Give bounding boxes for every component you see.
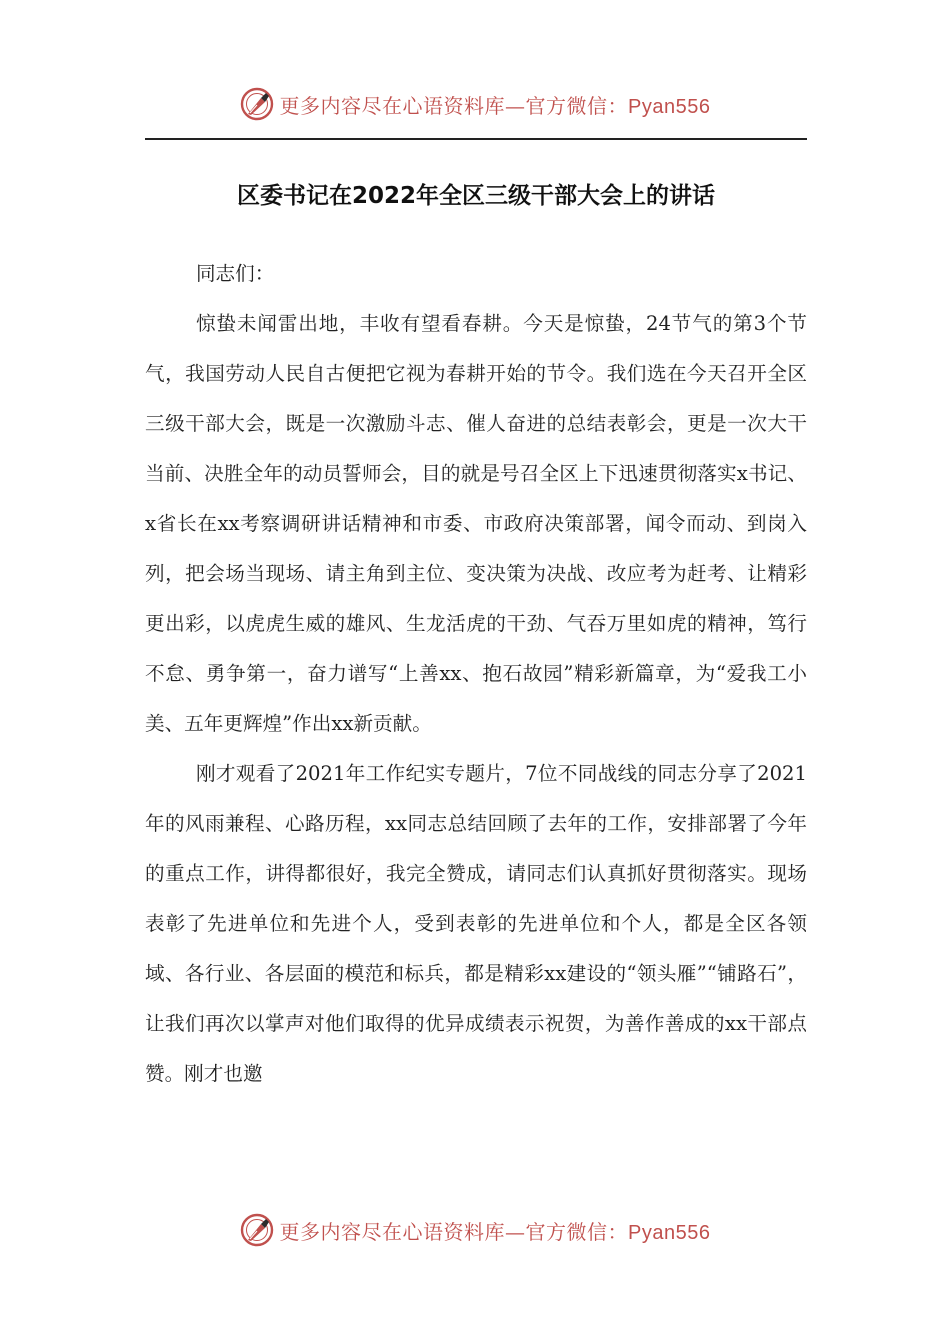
salutation: 同志们： — [195, 262, 275, 285]
paragraph: 刚才观看了2021年工作纪实专题片，7位不同战线的同志分享了2021年的风雨兼程、心路历程，xx同志总结回顾了去年的工作，安排部署了今年的重点工作，讲得都很好，我完全赞成，请同志们认真抓好贯彻落实。现场表彰了先进单位和先进个人，受到表彰的先进单位和个人，都是全区各领域、各行业、各层面的模范和标兵，都是精彩xx建设的“领头雁”“铺路石”，让我们再次以掌声对他们取得的优异成绩表示祝贺，为善作善成的xx干部点赞。刚才也邀 — [145, 762, 807, 1085]
header-banner-text: 更多内容尽在心语资料库—官方微信：Pyan556 — [279, 93, 711, 118]
document-body — [145, 249, 807, 1099]
footer-banner-text: 更多内容尽在心语资料库—官方微信：Pyan556 — [279, 1219, 711, 1244]
footer-wechat-id: Pyan556 — [628, 1221, 711, 1244]
header-divider — [145, 138, 807, 140]
document-title: 区委书记在2022年全区三级干部大会上的讲话 — [236, 183, 715, 209]
pen-nib-logo-icon — [240, 87, 274, 121]
paragraph: 惊蛰未闻雷出地，丰收有望看春耕。今天是惊蛰，24节气的第3个节气，我国劳动人民自古便把它视为春耕开始的节令。我们选在今天召开全区三级干部大会，既是一次激励斗志、催人奋进的总结表彰会，更是一次大干当前、决胜全年的动员誓师会，目的就是号召全区上下迅速贯彻落实x书记、x省长在xx考察调研讲话精神和市委、市政府决策部署，闻令而动、到岗入列，把会场当现场、请主角到主位、变决策为决战、改应考为赶考、让精彩更出彩，以虎虎生威的雄风、生龙活虎的干劲、气吞万里如虎的精神，笃行不怠、勇争第一，奋力谱写“上善xx、抱石故园”精彩新篇章，为“爱我工小美、五年更辉煌”作出xx新贡献。 — [145, 312, 807, 735]
header-wechat-id: Pyan556 — [628, 95, 711, 118]
footer-banner — [0, 1210, 950, 1250]
pen-nib-logo-icon — [240, 1213, 274, 1247]
header-banner — [0, 84, 950, 124]
